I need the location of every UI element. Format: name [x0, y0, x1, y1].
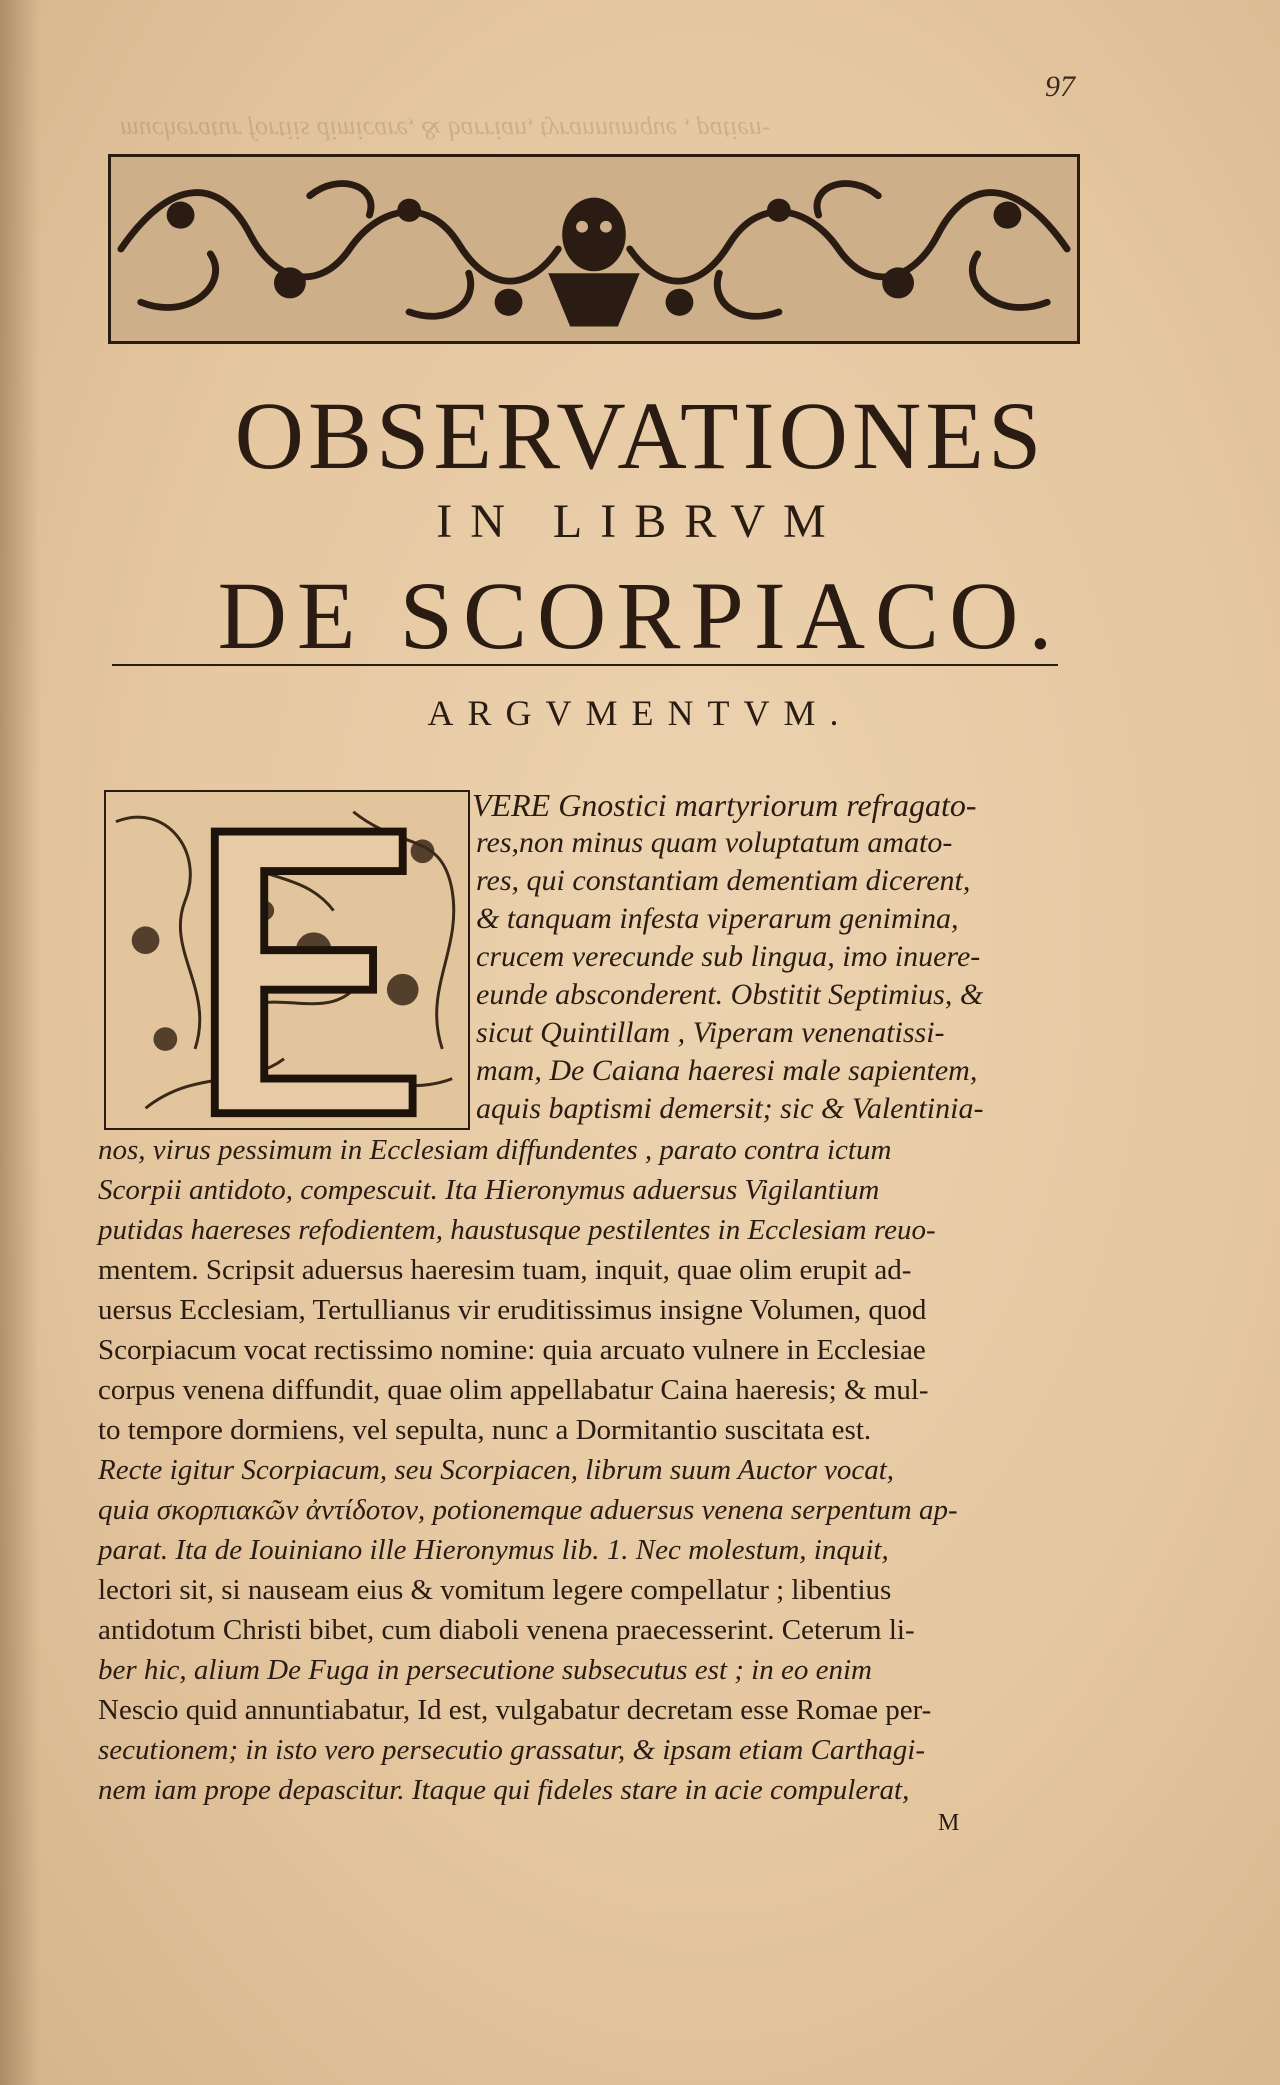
text-line: Nescio quid annuntiabatur, Id est, vulgabatur decretam esse Romae per-	[98, 1694, 932, 1726]
text-line: & tanquam infesta viperarum genimina,	[476, 902, 959, 935]
foliage-scroll-icon	[111, 157, 1077, 341]
text-line: secutionem; in isto vero persecutio grassatur, & ipsam etiam Carthagi-	[98, 1734, 925, 1766]
title-line-3: DE SCORPIACO.	[217, 562, 1063, 669]
text-line: quia σκορπιακῶν ἀντίδοτον, potionemque aduersus venena serpentum ap-	[98, 1494, 958, 1526]
section-heading: ARGVMENTVM.	[427, 693, 853, 733]
text-line: corpus venena diffundit, quae olim appellabatur Caina haeresis; & mul-	[98, 1374, 929, 1406]
text-line: nem iam prope depascitur. Itaque qui fideles stare in acie compulerat,	[98, 1774, 910, 1806]
signature-mark: M	[938, 1810, 960, 1836]
gutter-shadow	[0, 0, 40, 2085]
text-line: Scorpiacum vocat rectissimo nomine: quia arcuato vulnere in Ecclesiae	[98, 1334, 926, 1366]
page-number: 97	[1045, 70, 1075, 103]
text-line: Recte igitur Scorpiacum, seu Scorpiacen, librum suum Auctor vocat,	[98, 1454, 895, 1486]
text-line: to tempore dormiens, vel sepulta, nunc a Dormitantio suscitata est.	[98, 1414, 872, 1446]
title-line-2: IN LIBRVM	[436, 495, 844, 548]
headpiece-ornament	[108, 154, 1080, 344]
decorated-initial-e	[104, 790, 470, 1130]
text-line: lectori sit, si nauseam eius & vomitum legere compellatur ; libentius	[98, 1574, 892, 1606]
text-line: eunde absconderent. Obstitit Septimius, &	[476, 978, 984, 1011]
text-line: crucem verecunde sub lingua, imo inuere-	[476, 940, 981, 973]
text-line: Scorpii antidoto, compescuit. Ita Hieronymus aduersus Vigilantium	[98, 1174, 880, 1206]
text-line: sicut Quintillam , Viperam venenatissi-	[476, 1016, 945, 1049]
text-line: VERE Gnostici martyriorum refragato-	[472, 787, 977, 823]
text-line: res, qui constantiam dementiam dicerent,	[476, 864, 971, 897]
text-line: res,non minus quam voluptatum amato-	[476, 826, 953, 859]
text-line: ber hic, alium De Fuga in persecutione subsecutus est ; in eo enim	[98, 1654, 872, 1686]
initial-letter-e-icon	[106, 792, 468, 1128]
bleed-through-text: mucheratur fortiis dimicare, & barrian, tyrannumque , patien-	[120, 116, 771, 145]
text-line: mam, De Caiana haeresi male sapientem,	[476, 1054, 978, 1087]
text-line: antidotum Christi bibet, cum diaboli venena praecesserint. Ceterum li-	[98, 1614, 915, 1646]
text-line: aquis baptismi demersit; sic & Valentinia-	[476, 1092, 984, 1125]
title-line-1: OBSERVATIONES	[234, 382, 1046, 489]
text-line: nos, virus pessimum in Ecclesiam diffundentes , parato contra ictum	[98, 1134, 892, 1166]
title-rule	[112, 664, 1058, 666]
text-line: parat. Ita de Iouiniano ille Hieronymus lib. 1. Nec molestum, inquit,	[98, 1534, 889, 1566]
text-line: uersus Ecclesiam, Tertullianus vir eruditissimus insigne Volumen, quod	[98, 1294, 927, 1326]
text-line: putidas haereses refodientem, haustusque pestilentes in Ecclesiam reuo-	[98, 1214, 936, 1246]
text-line: mentem. Scripsit aduersus haeresim tuam, inquit, quae olim erupit ad-	[98, 1254, 912, 1286]
